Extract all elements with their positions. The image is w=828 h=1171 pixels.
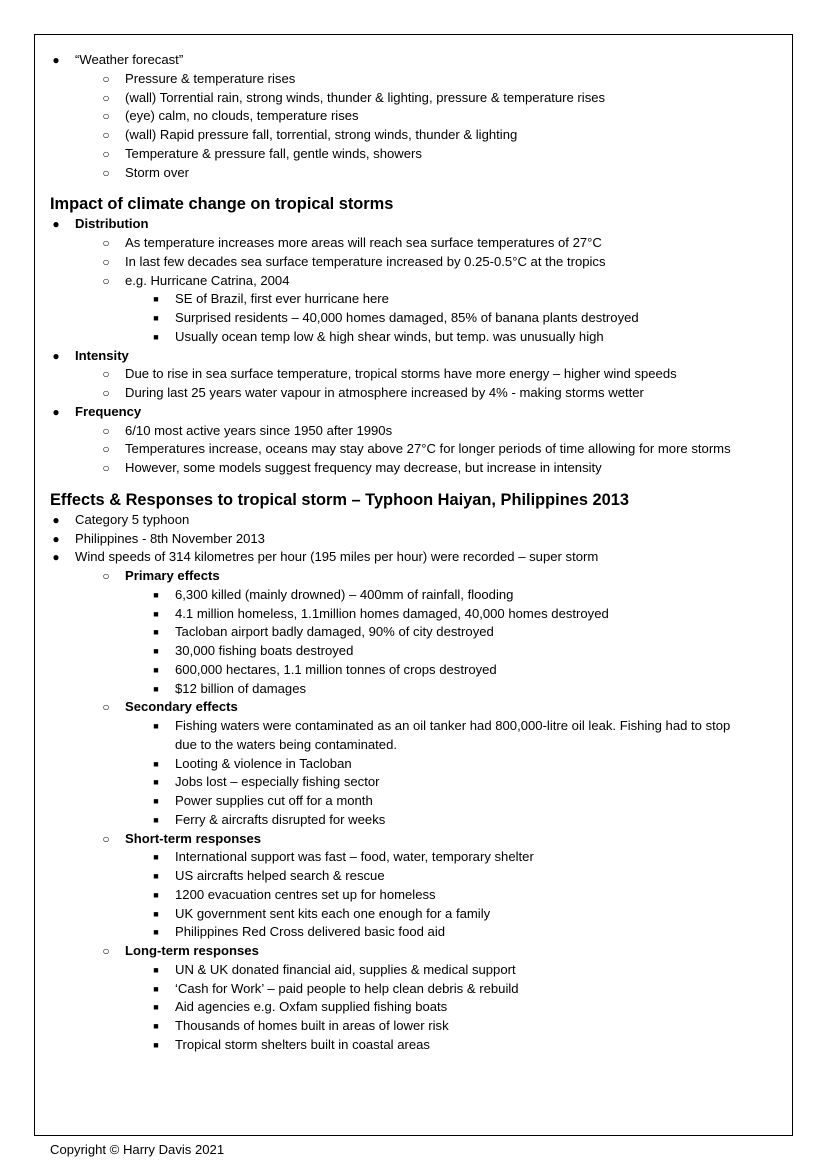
bullet-icon: ● [52, 348, 60, 363]
list-item: ○ As temperature increases more areas will reach sea surface temperatures of 27°C [50, 234, 790, 253]
circle-bullet-icon: ○ [102, 367, 110, 382]
circle-bullet-icon: ○ [102, 831, 110, 846]
square-bullet-icon: ■ [153, 796, 159, 806]
list-item: ○ Pressure & temperature rises [50, 70, 790, 89]
list-item: ○ (wall) Rapid pressure fall, torrential, strong winds, thunder & lighting [50, 126, 790, 145]
bullet-icon: ● [52, 53, 60, 67]
list-item: ■ 600,000 hectares, 1.1 million tonnes of crops destroyed [50, 661, 790, 680]
list-item: ○ During last 25 years water vapour in atmosphere increased by 4% - making storms wetter [50, 384, 790, 403]
circle-bullet-icon: ○ [102, 90, 110, 105]
list-item: ■ UK government sent kits each one enough for a family [50, 905, 790, 924]
list-item: ■ US aircrafts helped search & rescue [50, 867, 790, 886]
list-item: ○ Long-term responses [50, 942, 790, 961]
list-item: ● Wind speeds of 314 kilometres per hour (195 miles per hour) were recorded – super storm [50, 548, 790, 567]
bullet-icon: ● [52, 404, 60, 419]
square-bullet-icon: ■ [153, 908, 159, 919]
circle-bullet-icon: ○ [102, 71, 110, 86]
list-item: ○ Temperature & pressure fall, gentle winds, showers [50, 145, 790, 164]
list-item: ■ Tacloban airport badly damaged, 90% of city destroyed [50, 623, 790, 642]
circle-bullet-icon: ○ [102, 146, 110, 161]
circle-bullet-icon: ○ [102, 569, 110, 583]
list-item: ■ Tropical storm shelters built in coastal areas [50, 1036, 790, 1055]
section-heading-climate-change: Impact of climate change on tropical storms [50, 195, 394, 214]
bullet-icon: ● [52, 512, 60, 527]
square-bullet-icon: ■ [153, 852, 159, 863]
list-item: ● Category 5 typhoon [50, 511, 790, 530]
list-item: ■ 4.1 million homeless, 1.1million homes damaged, 40,000 homes destroyed [50, 605, 790, 624]
list-item: ■ UN & UK donated financial aid, supplies & medical support [50, 961, 790, 980]
circle-bullet-icon: ○ [102, 165, 110, 180]
list-item: ■ International support was fast – food, water, temporary shelter [50, 848, 790, 867]
list-item: ■ Usually ocean temp low & high shear winds, but temp. was unusually high [50, 328, 790, 347]
list-item: ■ Aid agencies e.g. Oxfam supplied fishing boats [50, 998, 790, 1017]
circle-bullet-icon: ○ [102, 386, 110, 400]
square-bullet-icon: ■ [153, 294, 159, 305]
bullet-icon: ● [52, 550, 60, 565]
square-bullet-icon: ■ [153, 927, 159, 938]
square-bullet-icon: ■ [153, 608, 159, 619]
circle-bullet-icon: ○ [102, 423, 110, 438]
list-item: ■ Fishing waters were contaminated as an oil tanker had 800,000-litre oil leak. Fishing had to stop [50, 717, 790, 736]
square-bullet-icon: ■ [153, 331, 159, 342]
list-item: ■ ‘Cash for Work’ – paid people to help clean debris & rebuild [50, 980, 790, 999]
list-item: ■ Philippines Red Cross delivered basic food aid [50, 923, 790, 942]
list-item: ■ 1200 evacuation centres set up for homeless [50, 886, 790, 905]
list-item: ■ 6,300 killed (mainly drowned) – 400mm of rainfall, flooding [50, 586, 790, 605]
list-item: ■ Thousands of homes built in areas of lower risk [50, 1017, 790, 1036]
list-item: ○ Due to rise in sea surface temperature, tropical storms have more energy – higher wind speeds [50, 365, 790, 384]
circle-bullet-icon: ○ [102, 442, 110, 457]
square-bullet-icon: ■ [153, 1021, 159, 1031]
bullet-icon: ● [52, 531, 60, 546]
square-bullet-icon: ■ [153, 646, 159, 656]
list-item-continuation: due to the waters being contaminated. [175, 736, 398, 752]
square-bullet-icon: ■ [153, 683, 159, 694]
square-bullet-icon: ■ [153, 983, 159, 994]
square-bullet-icon: ■ [153, 758, 159, 769]
square-bullet-icon: ■ [153, 814, 159, 825]
list-item: ■ Ferry & aircrafts disrupted for weeks [50, 811, 790, 830]
circle-bullet-icon: ○ [102, 236, 110, 250]
list-item: ○ 6/10 most active years since 1950 after 1990s [50, 422, 790, 441]
list-item: ■ Power supplies cut off for a month [50, 792, 790, 811]
section-heading-haiyan: Effects & Responses to tropical storm – Typhoon Haiyan, Philippines 2013 [50, 490, 629, 509]
list-item: ■ Looting & violence in Tacloban [50, 755, 790, 774]
list-item: ■ Jobs lost – especially fishing sector [50, 773, 790, 792]
list-item: ● Frequency [50, 403, 790, 422]
square-bullet-icon: ■ [153, 313, 159, 323]
square-bullet-icon: ■ [153, 889, 159, 900]
square-bullet-icon: ■ [153, 871, 159, 881]
list-item: ○ In last few decades sea surface temperature increased by 0.25-0.5°C at the tropics [50, 253, 790, 272]
circle-bullet-icon: ○ [102, 700, 110, 715]
list-item: ○ However, some models suggest frequency may decrease, but increase in intensity [50, 459, 790, 478]
list-item: ● “Weather forecast” [50, 51, 790, 70]
circle-bullet-icon: ○ [102, 254, 110, 269]
list-item: ○ Storm over [50, 164, 790, 183]
list-item: ○ Secondary effects [50, 698, 790, 717]
square-bullet-icon: ■ [153, 589, 159, 600]
list-item: ○ Primary effects [50, 567, 790, 586]
square-bullet-icon: ■ [153, 777, 159, 788]
bullet-icon: ● [52, 217, 60, 232]
list-item: ● Philippines - 8th November 2013 [50, 530, 790, 549]
circle-bullet-icon: ○ [102, 461, 110, 475]
square-bullet-icon: ■ [153, 964, 159, 975]
circle-bullet-icon: ○ [102, 273, 110, 288]
list-item: ■ $12 billion of damages [50, 680, 790, 699]
copyright-footer: Copyright © Harry Davis 2021 [50, 1142, 225, 1157]
document-body [50, 51, 790, 1055]
circle-bullet-icon: ○ [102, 128, 110, 142]
list-item: ○ (eye) calm, no clouds, temperature rises [50, 107, 790, 126]
square-bullet-icon: ■ [153, 627, 159, 638]
circle-bullet-icon: ○ [102, 109, 110, 124]
list-item: ○ Temperatures increase, oceans may stay above 27°C for longer periods of time allowing for more storms [50, 440, 790, 459]
square-bullet-icon: ■ [153, 721, 159, 731]
square-bullet-icon: ■ [153, 664, 159, 675]
list-item: ○ (wall) Torrential rain, strong winds, thunder & lighting, pressure & temperature rises [50, 89, 790, 108]
square-bullet-icon: ■ [153, 1039, 159, 1050]
list-item: ■ SE of Brazil, first ever hurricane here [50, 290, 790, 309]
list-item: ● Intensity [50, 347, 790, 366]
list-item: ○ Short-term responses [50, 830, 790, 849]
square-bullet-icon: ■ [153, 1002, 159, 1013]
list-item: ■ 30,000 fishing boats destroyed [50, 642, 790, 661]
circle-bullet-icon: ○ [102, 944, 110, 958]
list-item: ○ e.g. Hurricane Catrina, 2004 [50, 272, 790, 291]
list-item: ■ Surprised residents – 40,000 homes damaged, 85% of banana plants destroyed [50, 309, 790, 328]
list-item: ● Distribution [50, 215, 790, 234]
